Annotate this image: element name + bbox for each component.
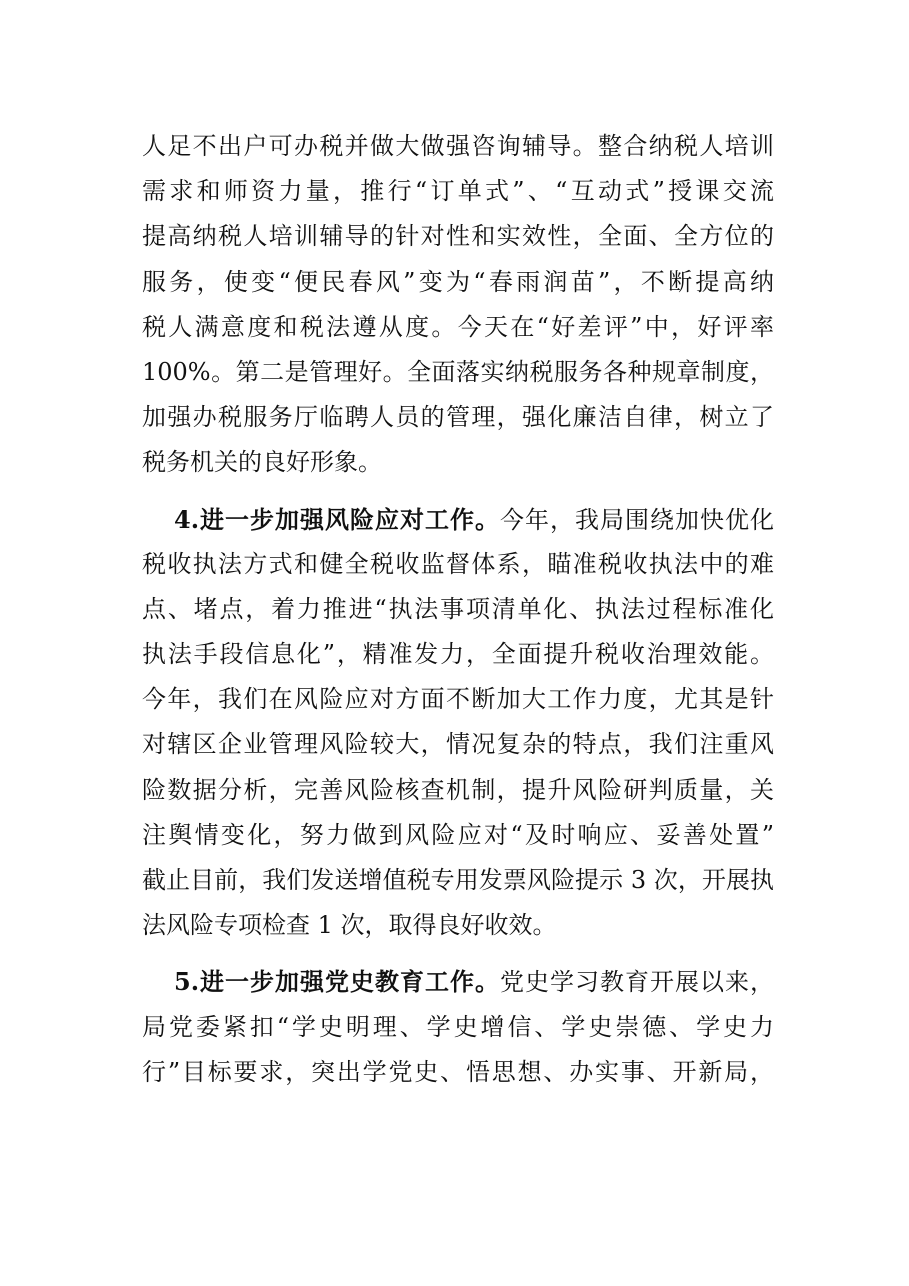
paragraph-line: 点、堵点，着力推进“执法事项清单化、执法过程标准化 [142,594,774,623]
paragraph-line: 局党委紧扣“学史明理、学史增信、学史崇德、学史力 [142,1012,774,1041]
section-4-heading: 4.进一步加强风险应对工作。 [174,504,501,534]
paragraph-line: 法风险专项检查 1 次，取得良好收效。 [142,911,557,940]
paragraph-line: 税务机关的良好形象。 [142,448,382,477]
paragraph-line: 注舆情变化，努力做到风险应对“及时响应、妥善处置” [142,820,774,849]
section-4-first-line-text: 今年，我局围绕加快优化 [500,505,775,534]
paragraph-line: 服务，使变“便民春风”变为“春雨润苗”，不断提高纳 [142,267,774,296]
paragraph-line: 今年，我们在风险应对方面不断加大工作力度，尤其是针 [142,685,774,714]
paragraph-line: 100%。第二是管理好。全面落实纳税服务各种规章制度， [142,357,774,386]
paragraph-line: 截止目前，我们发送增值税专用发票风险提示 3 次，开展执 [142,866,774,894]
paragraph-line: 人足不出户可办税并做大做强咨询辅导。整合纳税人培训 [142,132,774,160]
paragraph-line: 对辖区企业管理风险较大，情况复杂的特点，我们注重风 [142,730,774,759]
paragraph-line: 需求和师资力量，推行“订单式”、“互动式”授课交流 [142,177,774,206]
paragraph-line: 提高纳税人培训辅导的针对性和实效性，全面、全方位的 [142,222,774,251]
paragraph-spacer [142,948,774,959]
paragraph-line: 险数据分析，完善风险核查机制，提升风险研判质量，关 [142,775,774,804]
paragraph-line: 加强办税服务厅临聘人员的管理，强化廉洁自律，树立了 [142,403,774,432]
document-body [142,124,774,1095]
section-5-heading: 5.进一步加强党史教育工作。 [174,967,501,997]
paragraph-line: 行”目标要求，突出学党史、悟思想、办实事、开新局， [142,1057,774,1086]
section-4-first-line [142,497,774,542]
paragraph-line: 税人满意度和税法遵从度。今天在“好差评”中，好评率 [142,312,774,341]
section-5-first-line-text: 党史学习教育开展以来， [500,968,775,997]
paragraph-line: 税收执法方式和健全税收监督体系，瞄准税收执法中的难 [142,549,774,578]
paragraph-line: 执法手段信息化”，精准发力，全面提升税收治理效能。 [142,640,774,669]
paragraph-spacer [142,486,774,497]
section-5-first-line [142,959,774,1004]
